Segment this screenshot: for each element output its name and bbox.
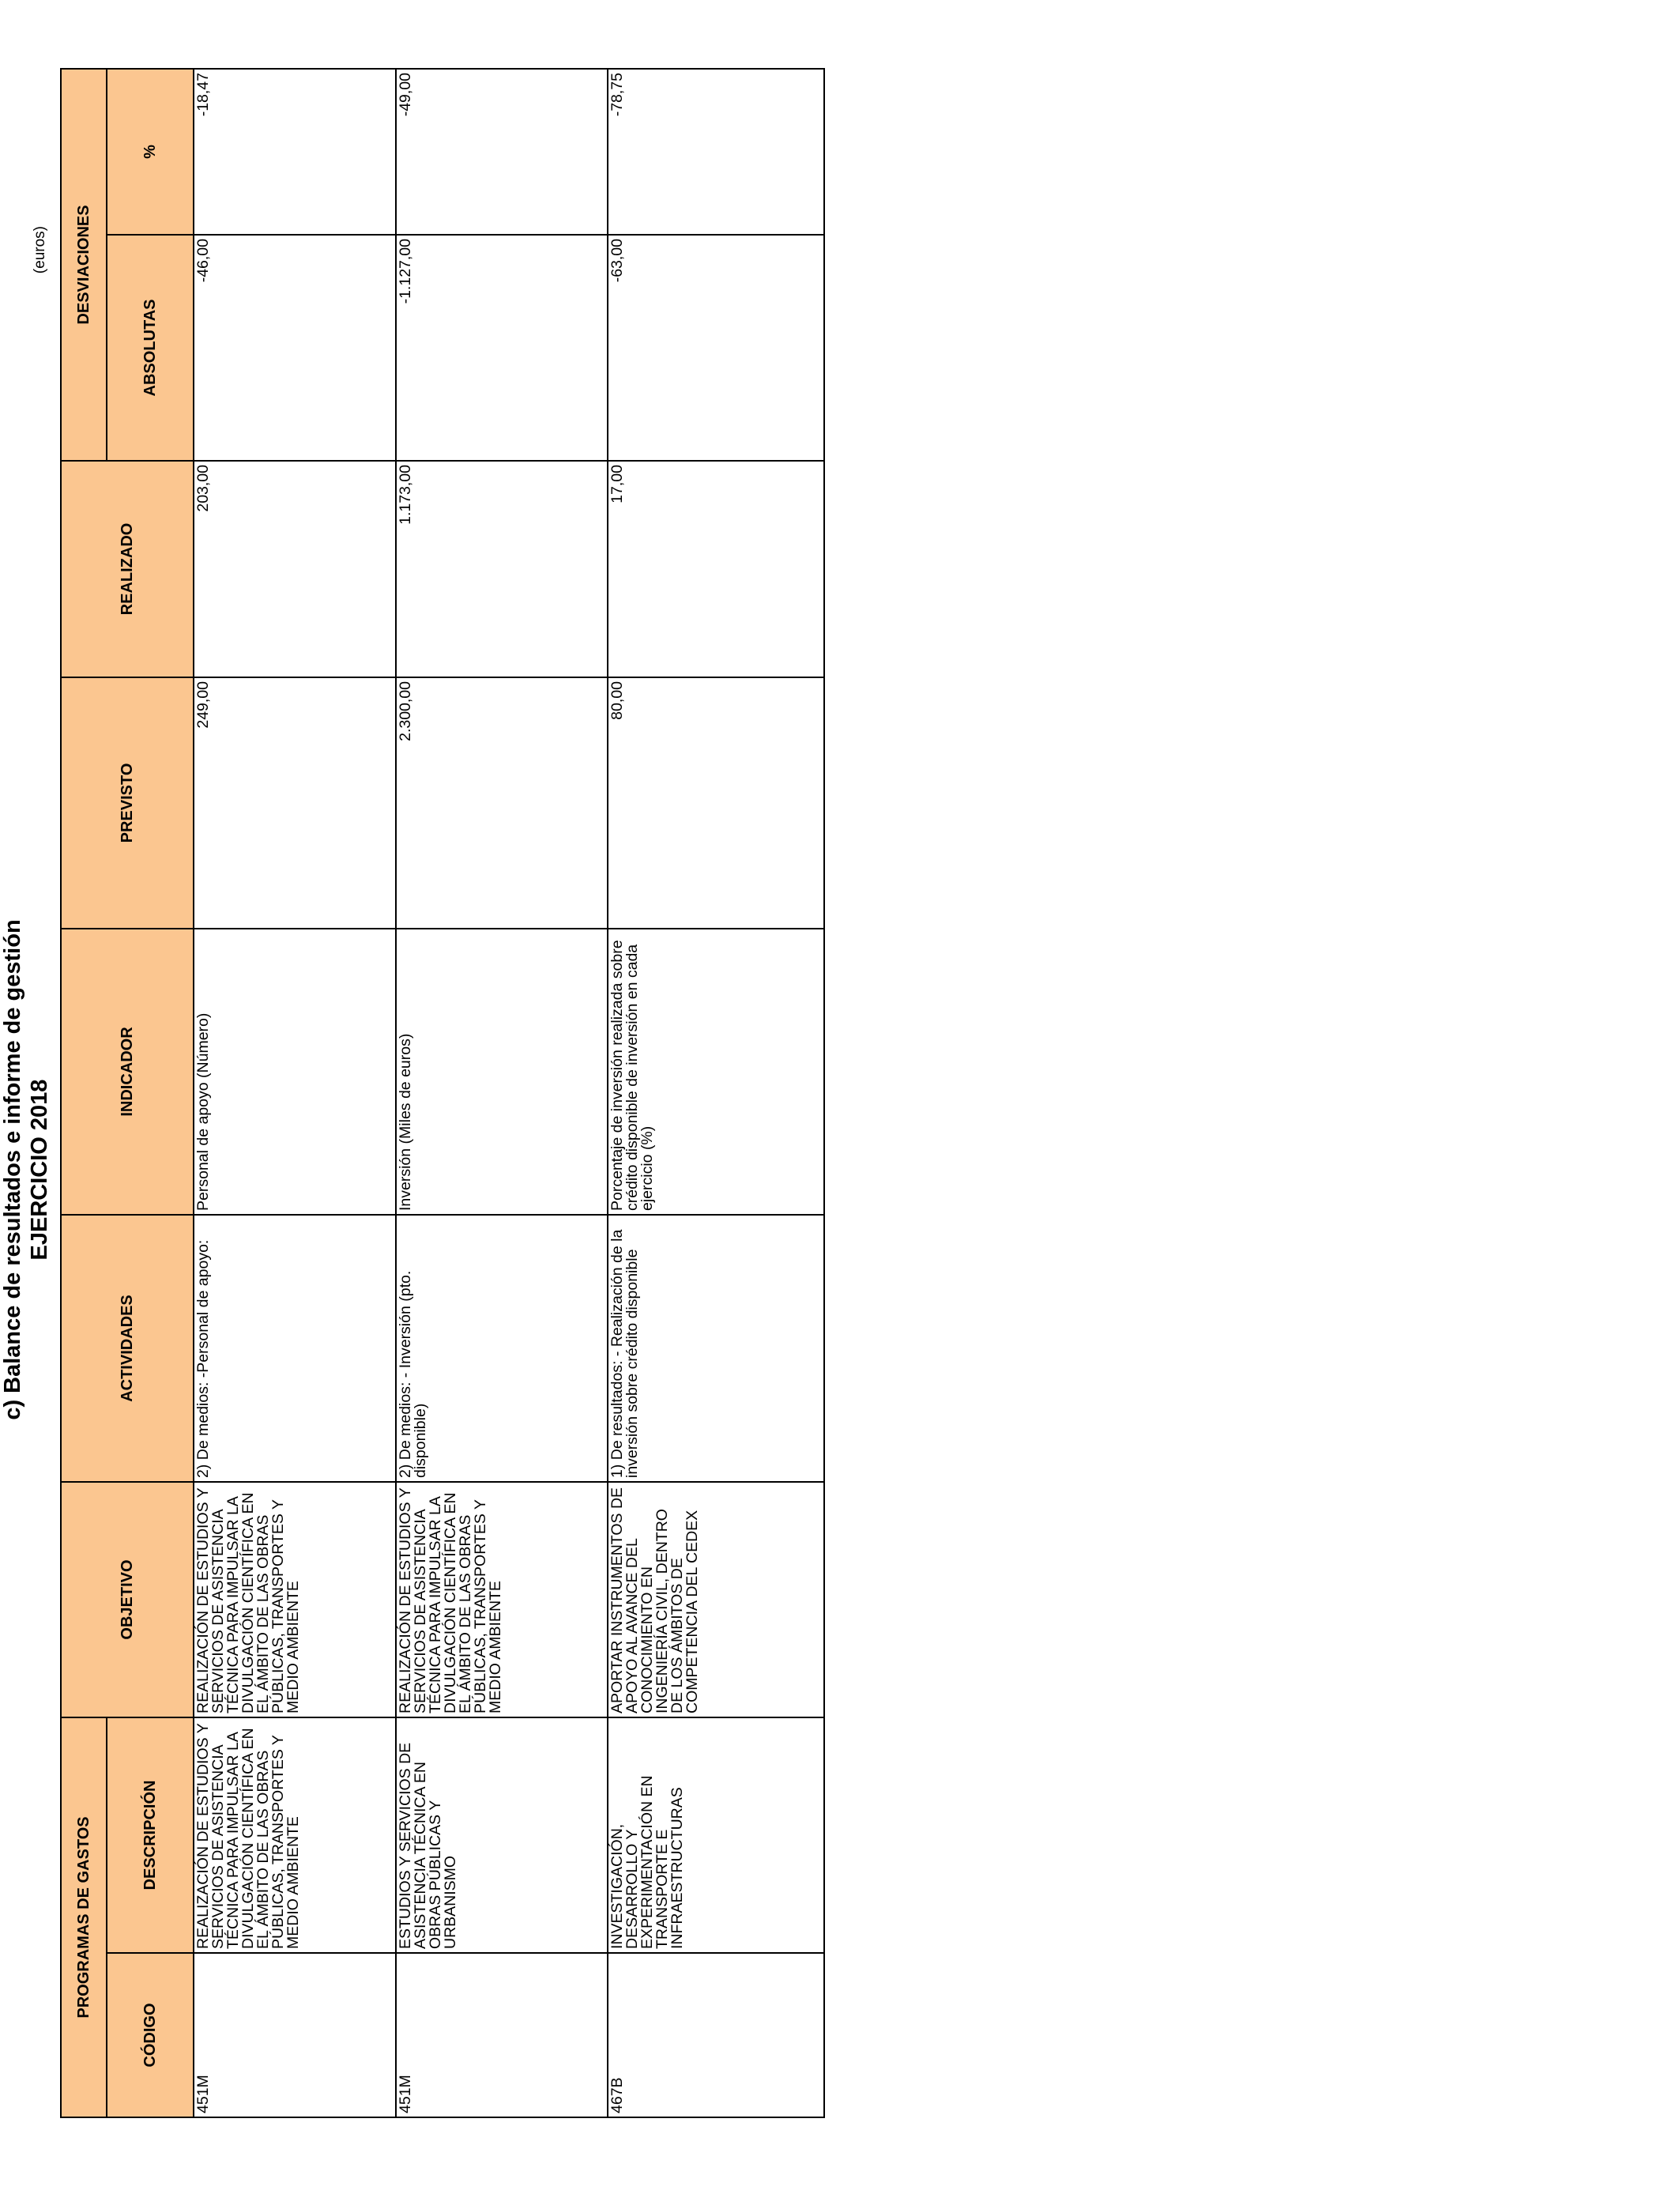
cell-porcentaje: -78,75 [608, 69, 824, 235]
cell-descripcion: REALIZACIÓN DE ESTUDIOS Y SERVICIOS DE ASISTENCIA TÉCNICA PARA IMPULSAR LA DIVULGACIÓN CIENTÍFICA EN EL ÁMBITO DE LAS OBRAS PÚBLICAS, TRANSPORTES Y MEDIO AMBIENTE [194, 1717, 396, 1953]
cell-actividades: 2) De medios: - Inversión (pto. disponible) [396, 1215, 608, 1482]
header-absolutas: ABSOLUTAS [107, 235, 194, 461]
header-objetivo: OBJETIVO [61, 1482, 194, 1717]
cell-porcentaje: -49,00 [396, 69, 608, 235]
cell-indicador: Personal de apoyo (Número) [194, 929, 396, 1215]
table-row [608, 69, 824, 2117]
cell-indicador: Inversión (Miles de euros) [396, 929, 608, 1215]
cell-absolutas: -1.127,00 [396, 235, 608, 461]
cell-objetivo: APORTAR INSTRUMENTOS DE APOYO AL AVANCE DEL CONOCIMIENTO EN INGENIERÍA CIVIL, DENTRO DE LOS ÁMBITOS DE COMPETENCIA DEL CEDEX [608, 1482, 824, 1717]
cell-objetivo: REALIZACIÓN DE ESTUDIOS Y SERVICIOS DE ASISTENCIA TÉCNICA PARA IMPULSAR LA DIVULGACIÓN CIENTÍFICA EN EL ÁMBITO DE LAS OBRAS PÚBLICAS, TRANSPORTES Y MEDIO AMBIENTE [194, 1482, 396, 1717]
cell-previsto: 2.300,00 [396, 677, 608, 929]
unit-label: (euros) [32, 226, 48, 274]
cell-realizado: 203,00 [194, 461, 396, 677]
cell-actividades: 2) De medios: -Personal de apoyo: [194, 1215, 396, 1482]
page-title: c) Balance de resultados e informe de gestión [0, 919, 25, 1420]
header-porcentaje: % [107, 69, 194, 235]
cell-realizado: 1.173,00 [396, 461, 608, 677]
header-previsto: PREVISTO [61, 677, 194, 929]
cell-previsto: 80,00 [608, 677, 824, 929]
header-indicador: INDICADOR [61, 929, 194, 1215]
header-programas: PROGRAMAS DE GASTOS [61, 1717, 107, 2117]
cell-codigo: 451M [194, 1953, 396, 2117]
cell-actividades: 1) De resultados: - Realización de la inversión sobre crédito disponible [608, 1215, 824, 1482]
cell-previsto: 249,00 [194, 677, 396, 929]
header-descripcion: DESCRIPCIÓN [107, 1717, 194, 1953]
rotated-sheet [0, 73, 816, 2118]
header-codigo: CÓDIGO [107, 1953, 194, 2117]
cell-objetivo: REALIZACIÓN DE ESTUDIOS Y SERVICIOS DE ASISTENCIA TÉCNICA PARA IMPULSAR LA DIVULGACIÓN CIENTÍFICA EN EL ÁMBITO DE LAS OBRAS PÚBLICAS, TRANSPORTES Y MEDIO AMBIENTE [396, 1482, 608, 1717]
header-desviaciones: DESVIACIONES [61, 69, 107, 461]
page-subtitle: EJERCICIO 2018 [27, 1079, 52, 1261]
cell-porcentaje: -18,47 [194, 69, 396, 235]
table-row [396, 69, 608, 2117]
table-row [194, 69, 396, 2117]
cell-absolutas: -63,00 [608, 235, 824, 461]
results-table [60, 68, 825, 2118]
header-realizado: REALIZADO [61, 461, 194, 677]
cell-realizado: 17,00 [608, 461, 824, 677]
cell-codigo: 467B [608, 1953, 824, 2117]
cell-descripcion: ESTUDIOS Y SERVICIOS DE ASISTENCIA TÉCNICA EN OBRAS PÚBLICAS Y URBANISMO [396, 1717, 608, 1953]
cell-absolutas: -46,00 [194, 235, 396, 461]
header-actividades: ACTIVIDADES [61, 1215, 194, 1482]
cell-descripcion: INVESTIGACIÓN, DESARROLLO Y EXPERIMENTACIÓN EN TRANSPORTE E INFRAESTRUCTURAS [608, 1717, 824, 1953]
cell-indicador: Porcentaje de inversión realizada sobre crédito disponible de inversión en cada ejercicio (%) [608, 929, 824, 1215]
cell-codigo: 451M [396, 1953, 608, 2117]
